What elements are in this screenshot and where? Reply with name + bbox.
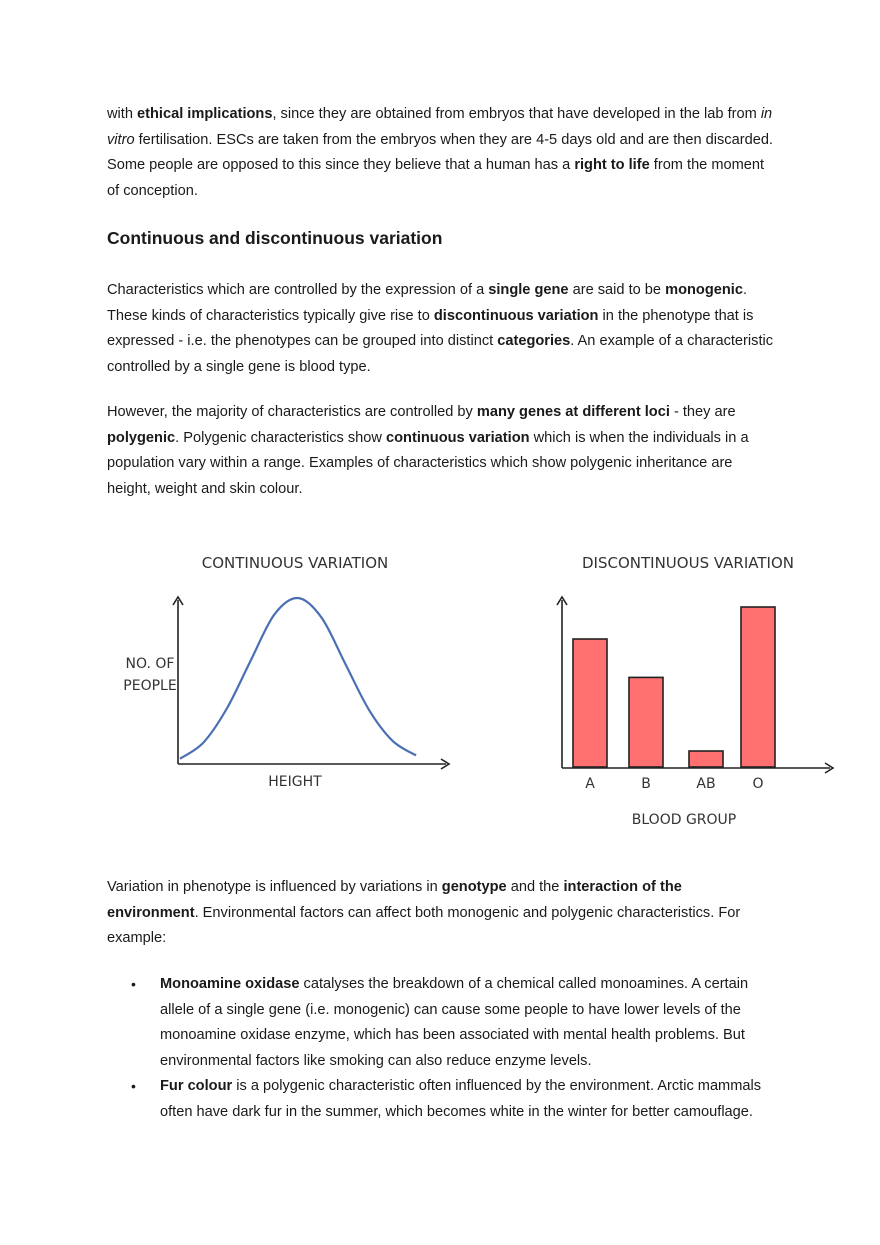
bold-term: categories [497, 333, 571, 349]
text-run: . An example of a characteristic controlled by a single gene is blood type. [107, 333, 774, 375]
continuous-variation-chart [123, 554, 446, 790]
text-run: However, the majority of characteristics are controlled by [107, 404, 477, 420]
text-run: Variation in phenotype is influenced by variations in [107, 879, 442, 895]
text-run: catalyses the breakdown of a chemical called monoamines. A certain allele of a single gene (i.e. monogenic) can cause some people to have lower levels of the monoamine oxidase enzyme, which has been associated with mental health problems. But environmental factors like smoking can also reduce enzyme levels. [160, 976, 749, 1069]
category-label: O [752, 776, 764, 792]
bold-term: ethical implications [137, 106, 273, 122]
bullet-icon: • [131, 1078, 136, 1094]
chart-title: DISCONTINUOUS VARIATION [582, 554, 794, 572]
example-list [107, 972, 777, 1125]
bar-ab [689, 751, 723, 767]
chart-title: CONTINUOUS VARIATION [201, 554, 389, 572]
text-run: fertilisation. ESCs are taken from the embryos when they are 4-5 days old and are then discarded. Some people are opposed to this since they believe that a human has a [107, 131, 773, 173]
y-axis-label: PEOPLE [123, 678, 177, 694]
bar-b [629, 677, 663, 767]
category-label: A [585, 776, 595, 792]
bold-term: right to life [574, 157, 650, 173]
list-item [107, 972, 777, 1074]
text-run: , since they are obtained from embryos that have developed in the lab from [272, 106, 761, 122]
variation-figure [0, 540, 880, 870]
italic-term: in vitro [107, 106, 773, 148]
bold-term: Monoamine oxidase [160, 976, 300, 992]
paragraph-environment [107, 875, 777, 952]
text-run: are said to be [568, 282, 666, 298]
text-run: which is when the individuals in a population vary within a range. Examples of characteristics which show polygenic inheritance are height, weight and skin colour. [107, 429, 749, 497]
list-item [107, 1074, 777, 1125]
text-run: . Polygenic characteristics show [175, 429, 387, 446]
text-run: . Environmental factors can affect both monogenic and polygenic characteristics. For example: [107, 904, 741, 946]
text-run: - they are [669, 404, 736, 420]
text-run: and the [506, 879, 564, 895]
paragraph-monogenic [107, 278, 777, 380]
bold-term: genotype [441, 879, 507, 895]
discontinuous-variation-chart [562, 554, 830, 828]
paragraph-polygenic [107, 400, 777, 502]
text-run: with [107, 106, 138, 122]
text-run: in the phenotype that is expressed - i.e. the phenotypes can be grouped into distinct [107, 307, 754, 349]
bold-term: single gene [488, 282, 569, 298]
paragraph-ethics [107, 102, 777, 204]
x-axis-label: BLOOD GROUP [631, 812, 737, 828]
text-run: from the moment of conception. [107, 157, 765, 199]
category-label: AB [696, 776, 716, 792]
bold-term: interaction of the environment [107, 879, 682, 921]
text-run: Characteristics which are controlled by the expression of a [107, 282, 489, 298]
section-heading: Continuous and discontinuous variation [107, 228, 443, 248]
bold-term: monogenic [665, 282, 743, 298]
y-axis-label: NO. OF [125, 656, 175, 672]
text-run: is a polygenic characteristic often influenced by the environment. Arctic mammals often have dark fur in the summer, which becomes white in the winter for better camouflage. [160, 1078, 762, 1120]
bold-term: continuous variation [386, 429, 530, 446]
distribution-curve [180, 598, 416, 759]
text-run: . These kinds of characteristics typically give rise to [107, 282, 747, 324]
x-axis-label: HEIGHT [268, 774, 322, 790]
category-label: B [641, 776, 651, 792]
bar-o [741, 607, 775, 767]
bar-a [573, 639, 607, 767]
bold-term: polygenic [107, 429, 176, 446]
bullet-icon: • [131, 976, 136, 992]
variation-charts [0, 540, 880, 840]
bold-term: many genes at different loci [476, 404, 670, 420]
bold-term: Fur colour [160, 1078, 233, 1094]
bold-term: discontinuous variation [433, 307, 599, 324]
